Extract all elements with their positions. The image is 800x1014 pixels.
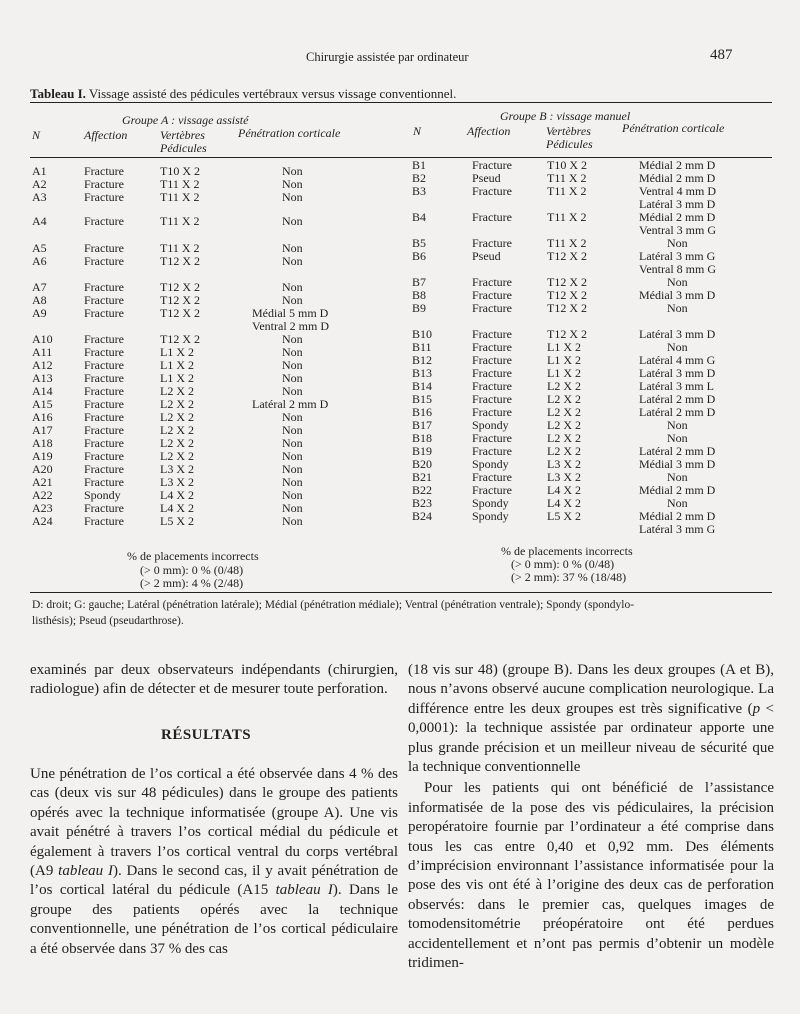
row-penetration: Latéral 3 mm D [639,327,716,341]
row-vertebres: T11 X 2 [547,210,587,224]
row-affection: Fracture [472,470,512,484]
row-penetration: Non [667,340,688,354]
row-penetration: Médial 5 mm D [252,306,329,320]
row-penetration: Non [282,436,303,450]
row-id: A1 [32,164,47,178]
row-penetration: Non [282,214,303,228]
running-head-title: Chirurgie assistée par ordinateur [306,50,469,64]
row-penetration: Latéral 2 mm D [252,397,329,411]
row-id: A12 [32,358,53,372]
row-penetration: Non [282,475,303,489]
row-penetration: Non [282,358,303,372]
row-affection: Spondy [472,509,509,523]
row-id: B6 [412,249,427,263]
group-a-title: Groupe A : vissage assisté [122,113,249,127]
row-affection: Fracture [84,164,124,178]
row-id: A8 [32,293,47,307]
row-id: A4 [32,214,47,228]
row-vertebres: T12 X 2 [547,249,587,263]
row-id: B1 [412,158,427,172]
row-vertebres: T12 X 2 [160,306,200,320]
row-id: A2 [32,177,47,191]
row-vertebres: L2 X 2 [547,444,581,458]
row-id: A20 [32,462,53,476]
row-id: B13 [412,366,433,380]
row-id: B11 [412,340,432,354]
row-affection: Spondy [472,457,509,471]
row-penetration: Non [282,241,303,255]
row-vertebres: T11 X 2 [160,190,200,204]
row-id: A7 [32,280,47,294]
row-penetration: Non [667,301,688,315]
comparison-text-1: (18 vis sur 48) (groupe B). Dans les deux groupes (A et B), nous n’avons observé aucune complication neurologique. La différence entre les deux groupes est très significative ( [408,662,774,717]
row-vertebres: L2 X 2 [160,397,194,411]
group-b-header-affection: Affection [467,124,511,138]
row-affection: Pseud [472,249,501,263]
row-affection: Fracture [84,241,124,255]
row-id: B5 [412,236,427,250]
row-penetration: Médial 3 mm D [639,457,716,471]
row-vertebres: L4 X 2 [160,501,194,515]
group-a-pct-line1: (> 0 mm): 0 % (0/48) [140,563,244,577]
row-id: B21 [412,470,433,484]
row-affection: Fracture [84,410,124,424]
row-penetration: Non [282,501,303,515]
row-id: A13 [32,371,53,385]
group-b-pct-line2: (> 2 mm): 37 % (18/48) [511,570,627,584]
group-b-title: Groupe B : vissage manuel [500,109,631,123]
row-penetration: Non [282,488,303,502]
row-vertebres: L1 X 2 [547,340,581,354]
row-affection: Spondy [472,418,509,432]
row-vertebres: L2 X 2 [547,431,581,445]
row-affection: Fracture [472,158,512,172]
row-affection: Fracture [472,483,512,497]
row-vertebres: L4 X 2 [160,488,194,502]
row-id: A6 [32,254,47,268]
row-penetration: Non [282,190,303,204]
row-vertebres: T12 X 2 [160,280,200,294]
row-penetration: Non [667,236,688,250]
row-affection: Fracture [84,371,124,385]
group-b-pct-title: % de placements incorrects [501,544,633,558]
row-affection: Spondy [84,488,121,502]
row-affection: Fracture [84,397,124,411]
row-affection: Fracture [472,275,512,289]
p-value-symbol: p [752,700,761,717]
row-penetration: Non [282,280,303,294]
row-id: B3 [412,184,427,198]
row-vertebres: T11 X 2 [547,171,587,185]
row-penetration: Non [282,514,303,528]
right-column [408,661,774,974]
row-penetration: Non [282,371,303,385]
row-penetration: Latéral 2 mm D [639,444,716,458]
row-penetration: Médial 2 mm D [639,158,716,172]
row-affection: Fracture [84,306,124,320]
row-affection: Fracture [472,184,512,198]
row-vertebres: L3 X 2 [160,475,194,489]
row-penetration: Non [282,423,303,437]
row-affection: Fracture [472,366,512,380]
row-affection: Fracture [84,423,124,437]
results-paragraph [30,765,398,959]
row-vertebres: L1 X 2 [160,345,194,359]
row-id: A9 [32,306,47,320]
row-affection: Fracture [84,514,124,528]
group-a-header-penetration: Pénétration corticale [238,126,341,140]
row-penetration-2: Ventral 2 mm D [252,319,329,333]
row-vertebres: L2 X 2 [547,379,581,393]
row-vertebres: T10 X 2 [160,164,200,178]
row-penetration: Ventral 4 mm D [639,184,716,198]
row-vertebres: L2 X 2 [160,384,194,398]
group-b-header-n: N [413,124,422,138]
row-vertebres: L1 X 2 [160,371,194,385]
row-id: B2 [412,171,427,185]
row-affection: Fracture [472,405,512,419]
row-affection: Fracture [472,392,512,406]
row-affection: Fracture [472,431,512,445]
row-vertebres: T11 X 2 [547,236,587,250]
row-vertebres: T12 X 2 [547,301,587,315]
row-id: B17 [412,418,433,432]
row-affection: Fracture [84,190,124,204]
row-id: B12 [412,353,433,367]
table-caption [30,86,456,102]
row-affection: Fracture [84,384,124,398]
table-bottom-rule [30,592,772,593]
row-penetration: Non [282,345,303,359]
row-id: A22 [32,488,53,502]
row-affection: Fracture [472,288,512,302]
row-id: B9 [412,301,427,315]
row-affection: Fracture [84,332,124,346]
table-caption-text: Vissage assisté des pédicules vertébraux versus vissage conventionnel. [85,86,457,101]
row-id: A24 [32,514,53,528]
row-penetration: Latéral 3 mm G [639,249,716,263]
row-vertebres: L3 X 2 [547,470,581,484]
row-vertebres: L2 X 2 [547,405,581,419]
footnote-line-1: D: droit; G: gauche; Latéral (pénétration latérale); Médial (pénétration médiale); Ventral (pénétration ventrale); Spondy (spondylo- [32,599,635,611]
row-id: B22 [412,483,433,497]
group-a-header-pedicules: Pédicules [160,141,207,155]
row-id: A16 [32,410,53,424]
row-affection: Fracture [84,501,124,515]
row-affection: Fracture [84,462,124,476]
row-affection: Fracture [472,444,512,458]
row-vertebres: L1 X 2 [547,353,581,367]
row-id: B14 [412,379,433,393]
row-vertebres: T12 X 2 [547,288,587,302]
row-id: B19 [412,444,433,458]
row-penetration: Non [282,254,303,268]
row-affection: Fracture [84,280,124,294]
row-id: A19 [32,449,53,463]
group-a-header-n: N [32,128,41,142]
row-affection: Fracture [472,210,512,224]
row-vertebres: T12 X 2 [160,332,200,346]
row-penetration: Latéral 4 mm G [639,353,716,367]
row-penetration: Non [667,496,688,510]
row-penetration: Médial 2 mm D [639,171,716,185]
row-penetration-2: Latéral 3 mm D [639,197,716,211]
row-vertebres: L2 X 2 [160,423,194,437]
table-ref-1: tableau I [58,863,113,880]
row-affection: Fracture [84,254,124,268]
row-id: A21 [32,475,53,489]
results-text-1: Une pénétration de l’os cortical a été observée dans 4 % des cas (deux vis sur 48 pédicules) dans le groupe des patients opérés avec la technique informatisée (groupe A). Une vis avait pénétré à travers l’os cortical médial du pédicule et également à travers l’os cortical ventral du corps vertébral (A9 [30,766,398,880]
row-affection: Fracture [472,379,512,393]
row-affection: Fracture [84,177,124,191]
row-affection: Fracture [472,327,512,341]
row-vertebres: T12 X 2 [547,327,587,341]
row-id: A14 [32,384,53,398]
row-affection: Fracture [472,340,512,354]
row-vertebres: T11 X 2 [160,177,200,191]
row-penetration: Latéral 3 mm L [639,379,714,393]
row-vertebres: L4 X 2 [547,483,581,497]
row-id: A10 [32,332,53,346]
row-id: A5 [32,241,47,255]
row-affection: Fracture [472,353,512,367]
row-vertebres: L3 X 2 [160,462,194,476]
row-affection: Fracture [84,345,124,359]
row-affection: Fracture [84,358,124,372]
row-affection: Fracture [84,449,124,463]
row-id: B23 [412,496,433,510]
row-id: B18 [412,431,433,445]
row-penetration-2: Ventral 3 mm G [639,223,716,237]
row-vertebres: L2 X 2 [160,410,194,424]
row-affection: Fracture [472,236,512,250]
row-penetration: Médial 3 mm D [639,288,716,302]
row-penetration: Non [282,449,303,463]
precision-paragraph: Pour les patients qui ont bénéficié de l’assistance informatisée de la pose des vis pédiculaires, la précision peropératoire fournie par l’ordinateur a été comprise dans tous les cas entre 0,40 et 0,92 mm. Des éléments d’imprécision environnant l’assistance informatisée pour la pose des vis ont été à l’origine des deux cas de perforation observés: dans le premier cas, quelques images de tomodensitométrie préopératoire ont été perdues accidentellement et n’ont pas permis d’obtenir un modèle tridimen- [408,780,774,972]
results-paragraph-block [30,765,398,959]
row-penetration: Latéral 2 mm D [639,405,716,419]
row-vertebres: L2 X 2 [160,449,194,463]
row-id: B10 [412,327,433,341]
group-b-header-vertebres: Vertèbres [546,124,591,138]
row-vertebres: T10 X 2 [547,158,587,172]
row-penetration: Non [667,275,688,289]
row-penetration: Non [667,418,688,432]
page-number: 487 [710,47,733,63]
row-affection: Pseud [472,171,501,185]
row-id: B20 [412,457,433,471]
left-column [30,661,398,700]
row-id: B4 [412,210,427,224]
row-affection: Fracture [84,436,124,450]
group-b-header-penetration: Pénétration corticale [622,121,725,135]
row-penetration: Non [282,332,303,346]
row-id: A18 [32,436,53,450]
row-vertebres: L1 X 2 [160,358,194,372]
row-penetration-2: Latéral 3 mm G [639,522,716,536]
row-penetration: Latéral 3 mm D [639,366,716,380]
row-penetration: Non [667,431,688,445]
row-vertebres: L4 X 2 [547,496,581,510]
row-vertebres: L2 X 2 [547,392,581,406]
row-id: A17 [32,423,53,437]
row-vertebres: T11 X 2 [160,214,200,228]
row-vertebres: L5 X 2 [547,509,581,523]
results-heading: RÉSULTATS [161,727,252,743]
row-id: A3 [32,190,47,204]
row-id: B24 [412,509,433,523]
row-penetration: Non [282,164,303,178]
row-vertebres: L5 X 2 [160,514,194,528]
row-penetration: Médial 2 mm D [639,210,716,224]
row-penetration: Non [282,462,303,476]
row-affection: Fracture [84,475,124,489]
table-label: Tableau I. [30,86,86,101]
row-vertebres: T12 X 2 [160,293,200,307]
group-b-pct-line1: (> 0 mm): 0 % (0/48) [511,557,615,571]
row-id: B15 [412,392,433,406]
results-text-3: ). Dans le groupe des patients opérés avec la technique conventionnelle, une pénétration de l’os cortical pédiculaire a été observée dans 37 % des cas [30,882,398,957]
row-id: A23 [32,501,53,515]
row-affection: Spondy [472,496,509,510]
row-id: B16 [412,405,433,419]
group-a-header-vertebres: Vertèbres [160,128,205,142]
comparison-text-2: < 0,0001): la technique assistée par ordinateur apporte une plus grande précision et un meilleur niveau de sécurité que la technique conventionnelle [408,700,774,776]
row-vertebres: T11 X 2 [160,241,200,255]
row-vertebres: L2 X 2 [160,436,194,450]
row-vertebres: T12 X 2 [547,275,587,289]
group-b-header-pedicules: Pédicules [546,137,593,151]
row-vertebres: L3 X 2 [547,457,581,471]
row-penetration: Médial 2 mm D [639,483,716,497]
row-affection: Fracture [472,301,512,315]
row-penetration-2: Ventral 8 mm G [639,262,716,276]
row-id: B8 [412,288,427,302]
row-penetration: Non [667,470,688,484]
group-a-pct-line2: (> 2 mm): 4 % (2/48) [140,576,244,590]
row-affection: Fracture [84,293,124,307]
row-vertebres: T11 X 2 [547,184,587,198]
row-vertebres: T12 X 2 [160,254,200,268]
group-a-header-affection: Affection [84,128,128,142]
row-id: A11 [32,345,53,359]
table-ref-2: tableau I [275,882,333,899]
row-penetration: Non [282,384,303,398]
table-top-rule [30,102,772,103]
row-id: A15 [32,397,53,411]
row-penetration: Latéral 2 mm D [639,392,716,406]
footnote-line-2: listhésis); Pseud (pseudarthrose). [32,615,184,627]
intro-paragraph: examinés par deux observateurs indépendants (chirurgien, radiologue) afin de détecter et de mesurer toute perforation. [30,662,398,698]
row-vertebres: L1 X 2 [547,366,581,380]
results-text-2: ). Dans le second cas, il y avait pénétration de l’os cortical latéral du pédicule (A15 [30,863,398,899]
row-penetration: Non [282,177,303,191]
row-penetration: Non [282,410,303,424]
row-affection: Fracture [84,214,124,228]
row-penetration: Non [282,293,303,307]
row-vertebres: L2 X 2 [547,418,581,432]
row-penetration: Médial 2 mm D [639,509,716,523]
row-id: B7 [412,275,427,289]
group-a-pct-title: % de placements incorrects [127,549,259,563]
comparison-paragraph [408,661,774,777]
